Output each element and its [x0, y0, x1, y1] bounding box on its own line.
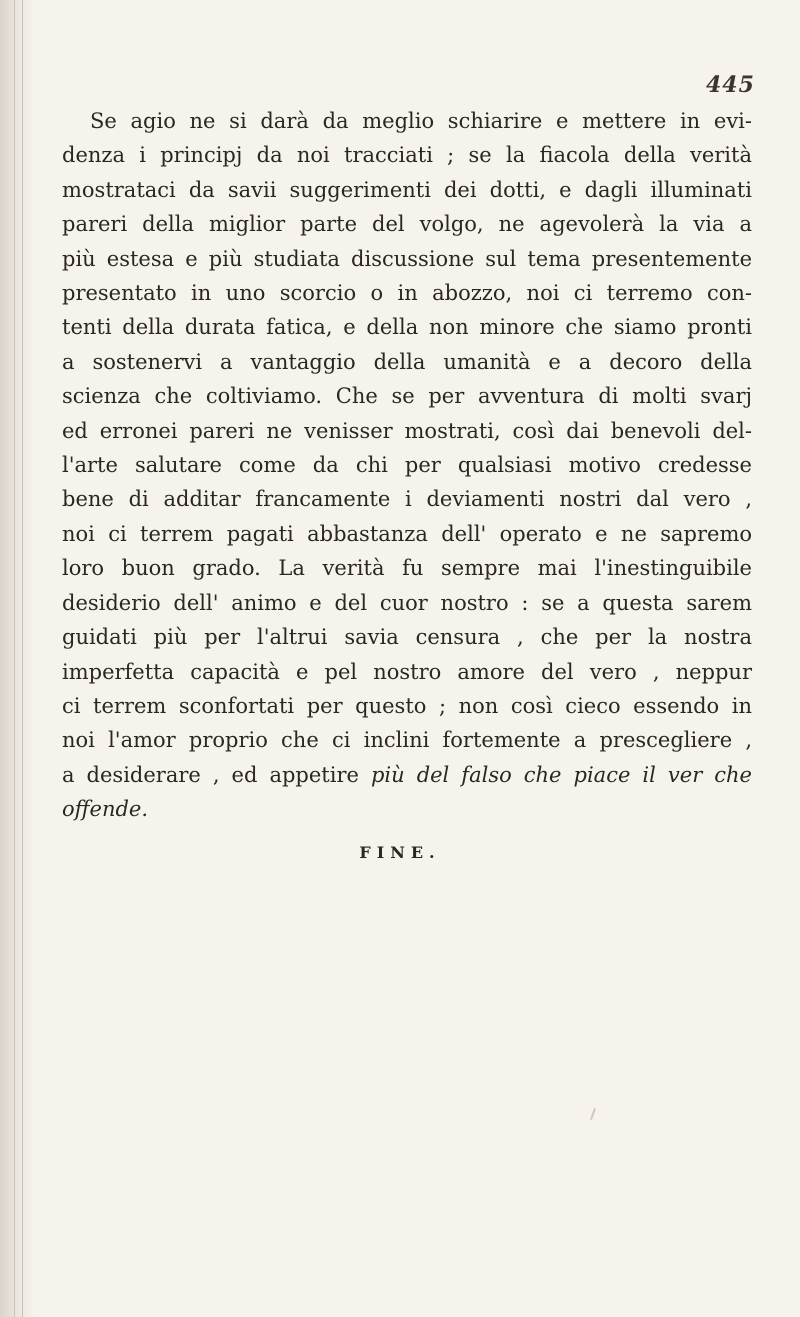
text-line-quote	[62, 758, 752, 792]
text-line: più estesa e più studiata discussione sul tema presentemente	[62, 246, 752, 271]
text-line: l'arte salutare come da chi per qualsiasi motivo credesse	[62, 453, 752, 478]
page-number: 445	[706, 72, 755, 98]
text-line: mostrataci da savii suggerimenti dei dotti, e dagli illuminati	[62, 177, 752, 202]
text-line: scienza che coltiviamo. Che se per avventura di molti svarj	[62, 384, 752, 409]
text-line: denza i principj da noi tracciati ; se la fiacola della verità	[62, 143, 752, 168]
text-line: Se agio ne si darà da meglio schiarire e mettere in evi-	[90, 109, 752, 133]
text-line: imperfetta capacità e pel nostro amore del vero , neppur	[62, 659, 752, 684]
text-line: noi ci terrem pagati abbastanza dell' operato e ne sapremo	[62, 521, 752, 546]
paper-mark	[590, 1108, 596, 1120]
text-line: desiderio dell' animo e del cuor nostro : se a questa sarem	[62, 590, 752, 615]
text-line: loro buon grado. La verità fu sempre mai l'inestinguibile	[62, 556, 752, 581]
text-line-final: offende.	[62, 797, 149, 822]
binding-gutter	[0, 0, 34, 1317]
body-text	[62, 104, 752, 827]
text-line: ci terrem sconfortati per questo ; non così cieco essendo in	[62, 693, 752, 718]
italic-quote: ver che	[667, 762, 752, 787]
text-line: ed erronei pareri ne venisser mostrati, così dai benevoli del-	[62, 418, 752, 443]
text-line: guidati più per l'altrui savia censura , che per la nostra	[62, 625, 752, 650]
binding-line	[14, 0, 15, 1317]
italic-quote: più del falso che piace il	[370, 762, 668, 787]
text-line: noi l'amor proprio che ci inclini fortemente a prescegliere ,	[62, 728, 752, 753]
text-line: tenti della durata fatica, e della non minore che siamo pronti	[62, 315, 752, 340]
text-line: presentato in uno scorcio o in abozzo, noi ci terremo con-	[62, 281, 752, 306]
text-line: bene di additar francamente i deviamenti nostri dal vero ,	[62, 487, 752, 512]
binding-line	[22, 0, 23, 1317]
text-line: a sostenervi a vantaggio della umanità e a decoro della	[62, 349, 752, 374]
fine-label: FINE.	[359, 843, 441, 862]
text-line: pareri della miglior parte del volgo, ne agevolerà la via a	[62, 212, 752, 237]
text-segment: a desiderare , ed appetire	[62, 762, 371, 787]
